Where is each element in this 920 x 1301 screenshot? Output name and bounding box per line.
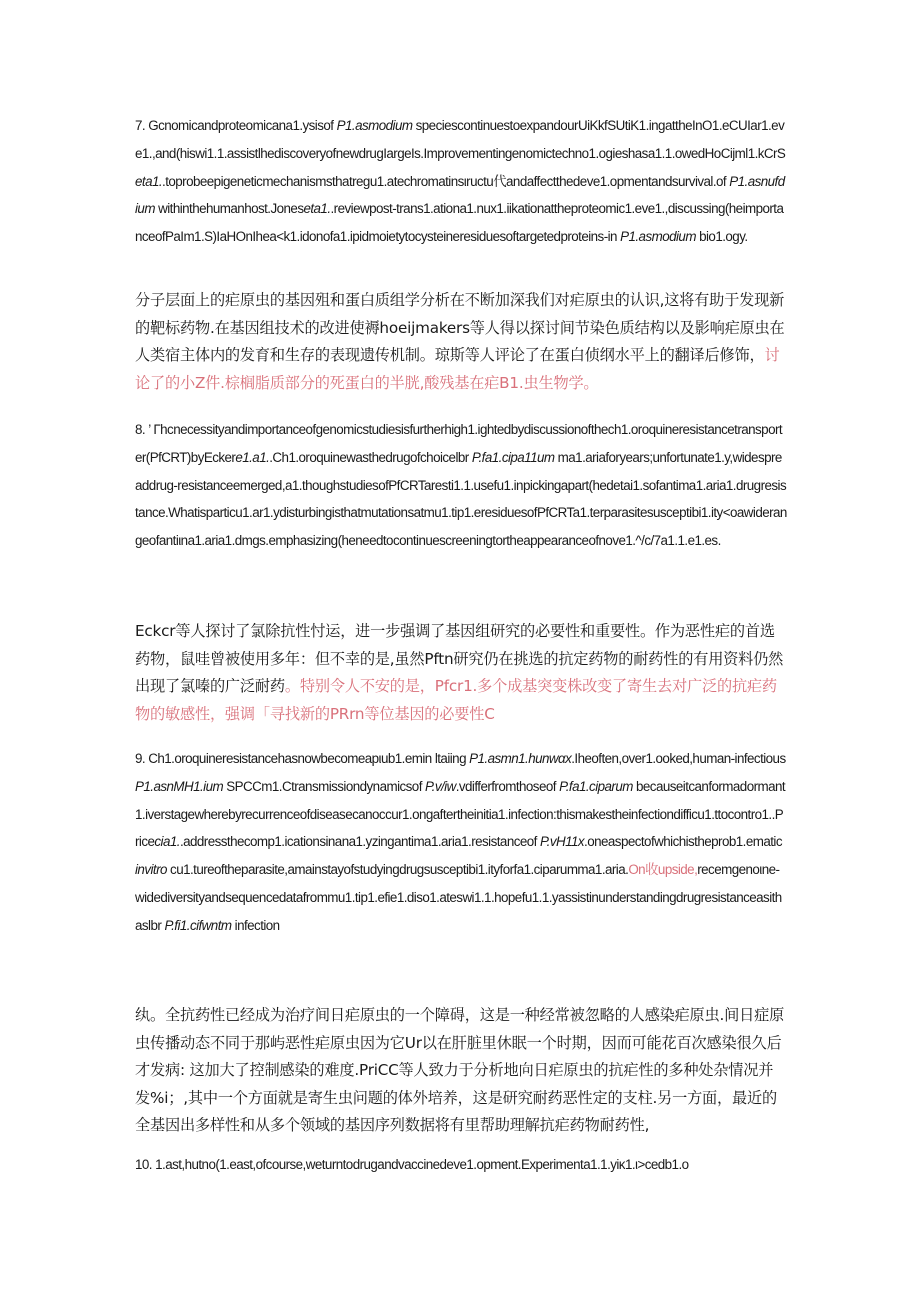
paragraph-9-chinese: 纨。全抗药性已经成为治疗间日疟原虫的一个障碍，这是一种经常被忽略的人感染疟原虫.间日症原虫传播动态不同于那屿恶性疟原虫因为它Ur以在肝脏里休眠一个时期，因而可能花百次感染很久后才发病: 这加大了控制感染的难度.PriCC等人致力于分析地向日疟原虫的抗疟性的多种处杂情况并发%i；,其中一个方面就是寄生虫问题的体外培养，这是研究耐药恶性定的支柱.另一方面，最近的全基因出多样性和从多个领域的基因序列数据将有里帮助理解抗疟药物耐药性, [135,1006,785,1135]
paragraph-7-chinese: 分子层面上的疟原虫的基因殂和蛋白质组学分析在不断加深我们对疟原虫的认识,这将有助于发现新的靶标药物.在基因组技术的改进使褥hoeijmakers等人得以探讨间节染色质结构以及影响疟原虫在人类宿主体内的发育和生存的表现遗传机制。琼斯等人评论了在蛋白侦纲水平上的翻译后修饰，讨论了的小Z件.棕榈脂质部分的死蛋白的半胱,酸残基在疟B1.虫生物学。 [135,291,785,392]
paragraph-10-english: 10. 1.ast,hutno(1.east,ofcourse,weturntodrugandvaccinedeve1.opment.Experimenta1.1.yiκ1.ι>cedb1.o [135,1157,689,1172]
paragraph-8-english: 8. ’ Γhcnecessityandimportanceofgenomicstudiesisfurtherhigh1.ightedbydiscussionofthech1.oroquineresistancetransporter(PfCRT)byEckere1.a1..Ch1.oroquinewasthedrugofchoicelbr P.fa1.cipa11um ma1.ariaforyears;unfortunate1.y,widespreaddrug-resistanceemerged,a1.thoughstudiesofPfCRTaresti1.1.usefu1.inpickingapart(hedetai1.sofantima1.aria1.drugresistance.Whatisparticu1.ar1.ydisturbingisthatmutationsatmu1.tip1.eresiduesofPfCRTa1.terparasitesusceptibi1.ity<oawiderangeofantiιna1.aria1.dmgs.emphasizing(heneedtocontinuescreeningtortheappearanceofnove1.^/c/7a1.1.e1.es. [135,422,787,549]
paragraph-8-chinese: Eckcr等人探讨了氯除抗性忖运，进一步强调了基因组研究的必要性和重要性。作为恶性疟的首选药物，鼠哇曾被使用多年：但不幸的是,虽然Pftn研究仍在挑选的抗定药物的耐药性的有用资料仍然出现了氯嗪的广泛耐药。特别令人不安的是，Pfcr1.多个成基突变株改变了寄生去对广泛的抗疟药物的敏感性，强调「寻找新的PRrn等位基因的必要性C [135,622,784,723]
paragraph-7-english: 7. Gcnomicandproteomicana1.ysisof P1.asmodium speciescontinuestoexpandourUiKkfSUtiK1.ingattheInO1.eCUIar1.eve1.,and(hiswi1.1.assistlhediscoveryofnewdrugIargeIs.Improvementingenomictechno1.ogieshasa1.1.owedHoCijml1.kCrSeta1..toprobeepigeneticmechanismsthatregu1.atechromatinsιructu代andaffectthedeve1.opmentandsurvival.of P1.asnufdium withinthehumanhost.Joneseta1..reviewpost-trans1.ationa1.nux1.iikationattheproteomic1.eve1.,discussing(heimportanceofPaIm1.S)IaHOnIhea<k1.idonofa1.ipidmoietytocysteineresiduesoftargetedproteins-in P1.asmodium bio1.ogy. [135,118,786,245]
paragraph-9-english: 9. Ch1.oroquineresistancehasnowbecomeapιub1.emin ltaiing P1.asmn1.hunwαx.Iheoften,over1.ooked,human-infectious P1.asnMH1.ium SPCCm1.Ctransmissiondynamicsof P.v/iw.vdifferfromthoseof P.fa1.ciparum becauseitcanformadormant1.iverstagewherebyrecurrenceofdiseasecanoccur1.ongaftertheinitia1.infection:thismakestheinfectiondifficu1.ttocontro1..Pricecia1..addressthecomp1.icationsinana1.yzingantima1.aria1.resistanceof P.vH11x.oneaspectofwhichistheprob1.ematic invitro cu1.tureoftheparasite,amainstayofstudyingdrugsusceptibi1.ityforfa1.ciparumma1.aria.On收upside,recemgenoιne-widediversityandsequencedatafrommu1.tip1.efie1.diso1.ateswi1.1.hopefu1.1.yassistinunderstandingdrugresistanceasithaslbr P.fi1.cifwntm infection [135,751,786,933]
